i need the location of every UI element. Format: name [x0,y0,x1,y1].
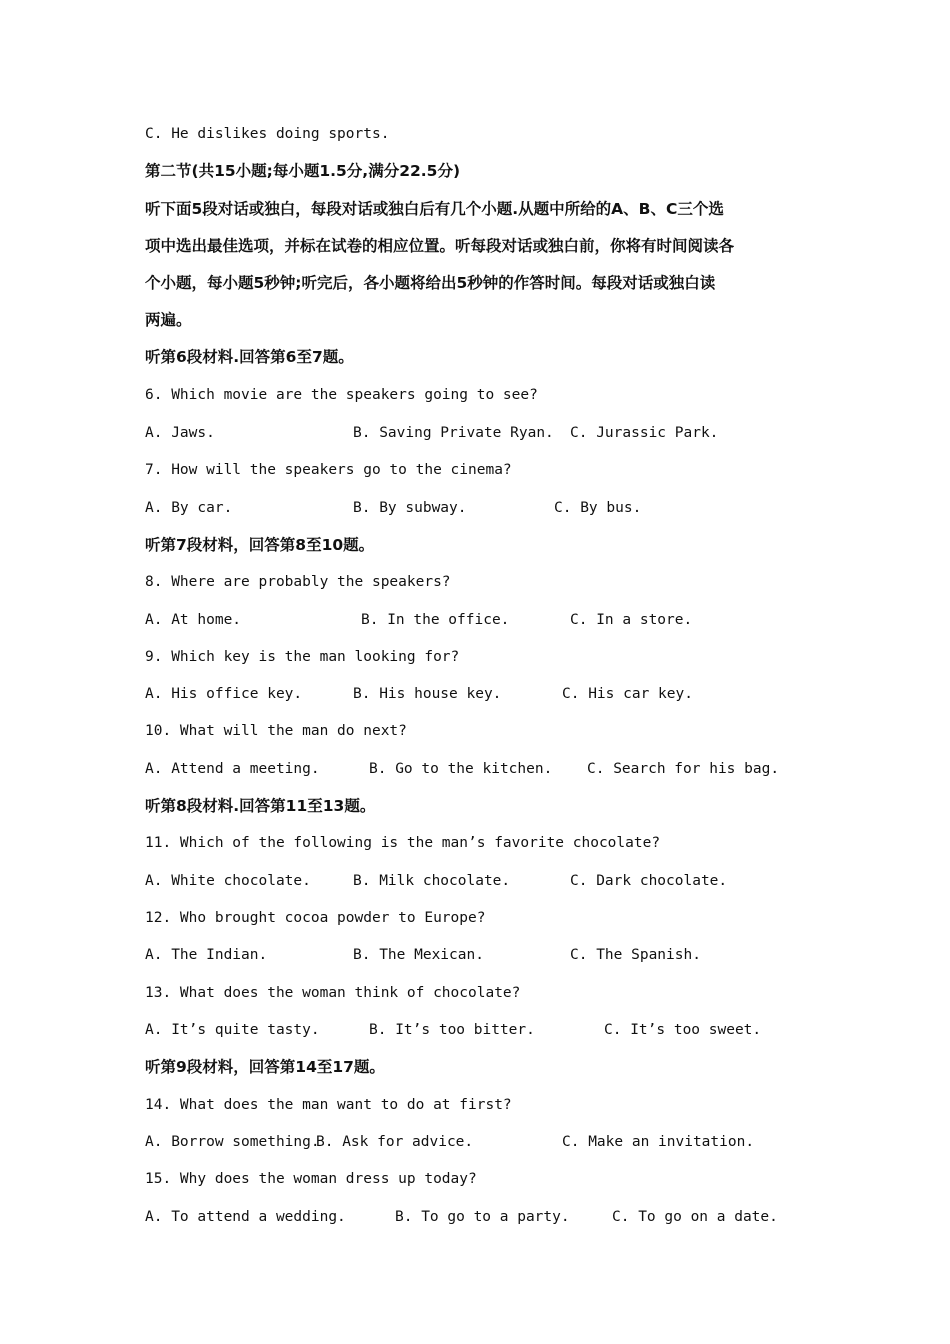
option-b: B. To go to a party. [395,1209,570,1225]
option-c: C. Dark chocolate. [570,873,728,889]
option-a: A. White chocolate. [145,873,311,889]
option-c: C. To go on a date. [612,1209,778,1225]
instruction-line-2: 项中选出最佳选项，并标在试卷的相应位置。听每段对话或独白前，你将有时间阅读各 [145,237,735,255]
instruction-line-4: 两遍。 [145,311,192,329]
option-b: B. By subway. [353,500,467,516]
option-c: C. Make an invitation. [562,1134,755,1150]
question-6: 6. Which movie are the speakers going to see? [145,387,538,403]
question-15: 15. Why does the woman dress up today? [145,1171,477,1187]
option-c: C. In a store. [570,612,693,628]
instruction-line-3: 个小题，每小题5秒钟;听完后，各小题将给出5秒钟的作答时间。每段对话或独白读 [145,274,716,292]
material-heading-7: 听第7段材料，回答第8至10题。 [145,536,375,554]
previous-question-option-c: C. He dislikes doing sports. [145,126,390,142]
option-b: B. Go to the kitchen. [369,761,553,777]
question-11: 11. Which of the following is the man’s favorite chocolate? [145,835,661,851]
option-a: A. His office key. [145,686,303,702]
question-13: 13. What does the woman think of chocolate? [145,985,521,1001]
option-a: A. By car. [145,500,233,516]
question-7: 7. How will the speakers go to the cinema? [145,462,512,478]
option-c: C. By bus. [554,500,642,516]
option-a: A. The Indian. [145,947,268,963]
option-c: C. His car key. [562,686,693,702]
question-14: 14. What does the man want to do at first? [145,1097,512,1113]
material-heading-9: 听第9段材料，回答第14至17题。 [145,1058,385,1076]
option-b: B. The Mexican. [353,947,484,963]
material-heading-6: 听第6段材料.回答第6至7题。 [145,348,354,366]
question-9: 9. Which key is the man looking for? [145,649,460,665]
option-b: B. It’s too bitter. [369,1022,535,1038]
option-a: A. Attend a meeting. [145,761,320,777]
option-c: C. Search for his bag. [587,761,780,777]
option-b: B. Milk chocolate. [353,873,511,889]
question-12: 12. Who brought cocoa powder to Europe? [145,910,486,926]
option-c: C. It’s too sweet. [604,1022,762,1038]
option-a: A. Borrow something. [145,1134,320,1150]
option-a: A. Jaws. [145,425,215,441]
question-10: 10. What will the man do next? [145,723,407,739]
option-b: B. In the office. [361,612,510,628]
option-a: A. To attend a wedding. [145,1209,346,1225]
option-a: A. At home. [145,612,242,628]
option-b: B. Saving Private Ryan. [353,425,554,441]
option-c: C. The Spanish. [570,947,701,963]
question-8: 8. Where are probably the speakers? [145,574,451,590]
material-heading-8: 听第8段材料.回答第11至13题。 [145,797,376,815]
option-b: B. His house key. [353,686,502,702]
option-b: B. Ask for advice. [316,1134,474,1150]
option-a: A. It’s quite tasty. [145,1022,320,1038]
section-title: 第二节(共15小题;每小题1.5分,满分22.5分) [145,162,461,180]
option-c: C. Jurassic Park. [570,425,719,441]
instruction-line-1: 听下面5段对话或独白，每段对话或独白后有几个小题.从题中所给的A、B、C三个选 [145,200,724,218]
